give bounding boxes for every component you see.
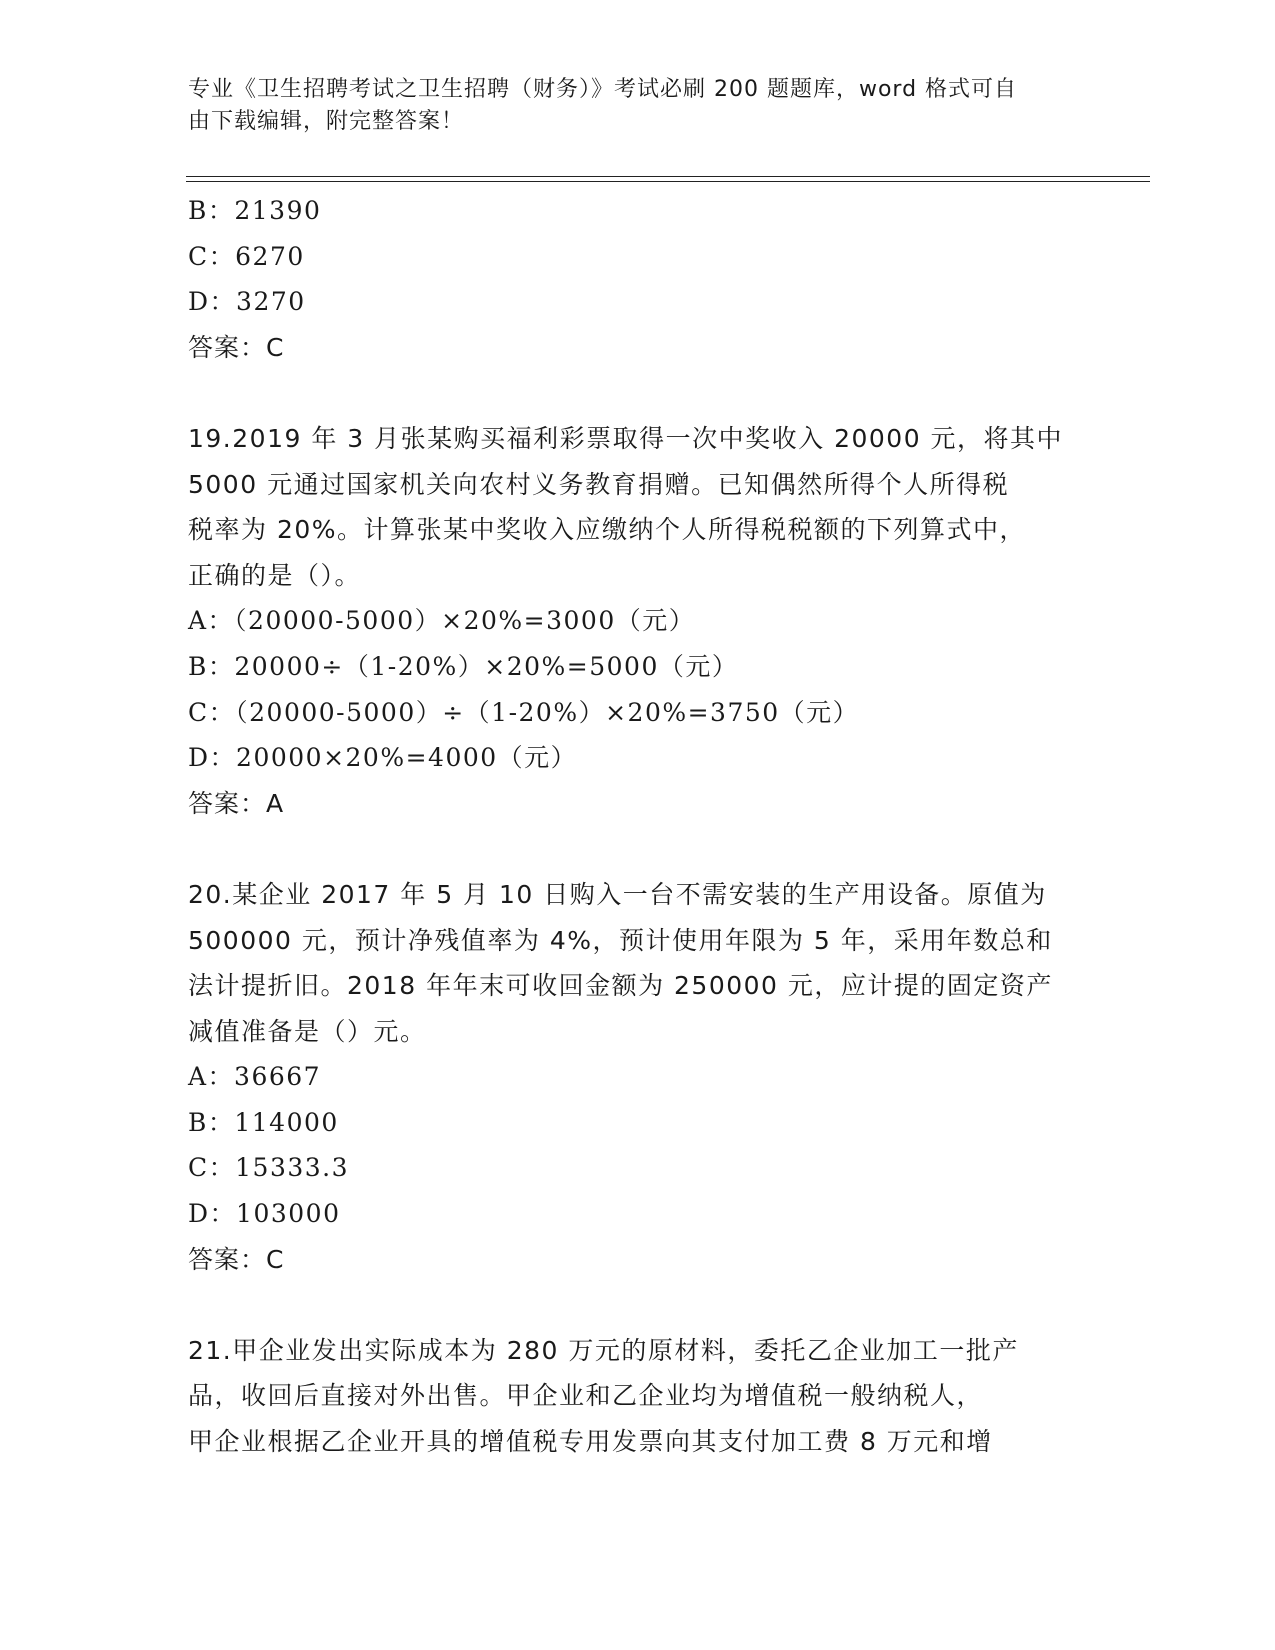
question-stem-line: 甲企业根据乙企业开具的增值税专用发票向其支付加工费 8 万元和增 bbox=[188, 1427, 993, 1457]
option-b: B：21390 bbox=[188, 196, 322, 225]
question-stem-line: 20.某企业 2017 年 5 月 10 日购入一台不需安装的生产用设备。原值为 bbox=[188, 879, 1047, 909]
question-stem-line: 品，收回后直接对外出售。甲企业和乙企业均为增值税一般纳税人， bbox=[188, 1381, 984, 1411]
option-b: B：20000÷（1-20%）×20%=5000（元） bbox=[188, 651, 739, 681]
answer-value: C bbox=[266, 1244, 285, 1274]
answer-line bbox=[188, 325, 1088, 371]
question-19 bbox=[188, 416, 1088, 826]
question-stem-line: 19.2019 年 3 月张某购买福利彩票取得一次中奖收入 20000 元，将其中 bbox=[188, 423, 1064, 453]
header-line-2: 由下载编辑，附完整答案！ bbox=[188, 109, 465, 134]
option-d: D：20000×20%=4000（元） bbox=[188, 743, 578, 773]
question-stem-line: 500000 元，预计净残值率为 4%，预计使用年限为 5 年，采用年数总和 bbox=[188, 925, 1053, 955]
header-divider bbox=[186, 176, 1150, 182]
question-20 bbox=[188, 872, 1088, 1282]
option-c: C：6270 bbox=[188, 241, 305, 271]
question-stem-line: 21.甲企业发出实际成本为 280 万元的原材料，委托乙企业加工一批产 bbox=[188, 1335, 1019, 1365]
option-d: D：3270 bbox=[188, 287, 306, 317]
option-c: C：（20000-5000）÷（1-20%）×20%=3750（元） bbox=[188, 697, 860, 727]
question-18 bbox=[188, 188, 1088, 370]
answer-line bbox=[188, 781, 1088, 827]
option-b: B：114000 bbox=[188, 1107, 339, 1137]
question-21 bbox=[188, 1328, 1088, 1465]
option-c: C：15333.3 bbox=[188, 1153, 350, 1183]
question-stem-line: 正确的是（）。 bbox=[188, 560, 362, 590]
answer-label: 答案： bbox=[188, 332, 267, 362]
document-body bbox=[188, 188, 1088, 1465]
answer-value: A bbox=[266, 788, 285, 818]
answer-value: C bbox=[266, 332, 285, 362]
option-a: A：36667 bbox=[188, 1062, 322, 1092]
question-stem-line: 减值准备是（）元。 bbox=[188, 1016, 427, 1046]
header-line-1: 专业《卫生招聘考试之卫生招聘（财务）》考试必刷 200 题题库，word 格式可自 bbox=[188, 77, 1018, 102]
question-stem-line: 5000 元通过国家机关向农村义务教育捐赠。已知偶然所得个人所得税 bbox=[188, 469, 1010, 499]
option-d: D：103000 bbox=[188, 1199, 341, 1229]
option-a: A：（20000-5000）×20%=3000（元） bbox=[188, 606, 696, 636]
document-header bbox=[188, 74, 1088, 138]
question-stem-line: 税率为 20%。计算张某中奖收入应缴纳个人所得税税额的下列算式中， bbox=[188, 515, 1027, 545]
question-stem-line: 法计提折旧。2018 年年末可收回金额为 250000 元，应计提的固定资产 bbox=[188, 971, 1053, 1001]
answer-line bbox=[188, 1237, 1088, 1283]
answer-label: 答案： bbox=[188, 788, 267, 818]
answer-label: 答案： bbox=[188, 1244, 267, 1274]
